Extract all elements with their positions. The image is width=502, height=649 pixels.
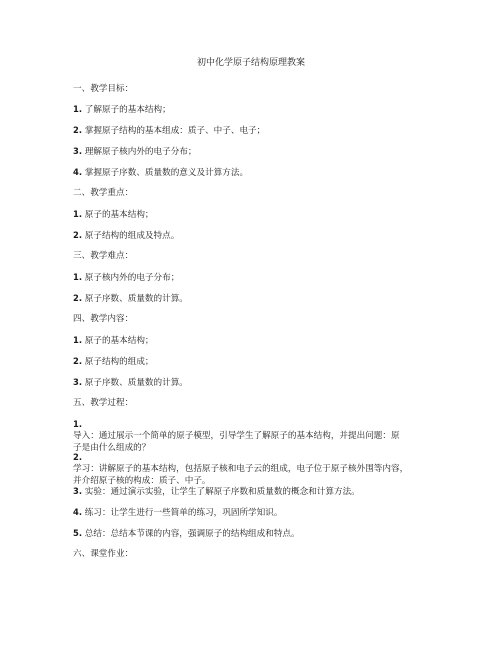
item-text: 原子序数、质量数的计算。 [84, 378, 188, 388]
list-item [73, 506, 282, 519]
list-item [73, 334, 154, 347]
item-number: 2. [73, 293, 83, 303]
list-item [73, 355, 154, 368]
item-number: 2. [73, 230, 83, 240]
list-item [73, 451, 433, 487]
item-continuation: 子是由什么组成的？ [73, 443, 151, 453]
list-item [73, 229, 179, 242]
item-text: 理解原子核内外的电子分布； [84, 147, 197, 157]
item-number: 1. [73, 104, 83, 114]
section-heading-homework: 六、课堂作业： [73, 549, 134, 559]
list-item [73, 124, 265, 137]
item-continuation: 并介绍原子核的构成：质子、中子。 [73, 476, 211, 486]
item-number: 1. [73, 272, 83, 282]
item-text: 学习：讲解原子的基本结构，包括原子核和电子云的组成，电子位于原子核外围等内容， [73, 464, 409, 474]
list-item [73, 418, 433, 454]
item-text: 原子的基本结构； [84, 210, 154, 220]
item-text: 原子序数、质量数的计算。 [84, 294, 188, 304]
item-text: 了解原子的基本结构； [84, 105, 171, 115]
item-number: 4. [73, 507, 83, 517]
item-number: 5. [73, 528, 83, 538]
item-text: 导入：通过展示一个简单的原子模型，引导学生了解原子的基本结构，并提出问题：原 [73, 431, 400, 441]
section-heading-key-points: 二、教学重点： [73, 188, 134, 198]
section-heading-content: 四、教学内容： [73, 314, 134, 324]
item-number: 2. [73, 125, 83, 135]
item-text: 原子结构的组成及特点。 [84, 231, 180, 241]
item-number: 3. [73, 146, 83, 156]
list-item [73, 527, 300, 540]
list-item [73, 145, 196, 158]
item-number: 1. [73, 209, 83, 219]
list-item [73, 292, 188, 305]
item-number: 3. [73, 377, 83, 387]
item-line [73, 451, 433, 475]
section-heading-process: 五、教学过程： [73, 398, 134, 408]
item-number: 2. [73, 452, 83, 462]
item-text: 练习：让学生进行一些简单的练习，巩固所学知识。 [84, 508, 283, 518]
item-number: 2. [73, 356, 83, 366]
list-item [73, 376, 188, 389]
item-text: 原子核内外的电子分布； [84, 273, 180, 283]
item-text: 掌握原子序数、质量数的意义及计算方法。 [84, 168, 249, 178]
item-number: 1. [73, 419, 83, 429]
list-item [73, 271, 179, 284]
list-item [73, 103, 171, 116]
item-text: 原子的基本结构； [84, 336, 154, 346]
item-text: 总结：总结本节课的内容，强调原子的结构组成和特点。 [84, 529, 300, 539]
section-heading-difficulties: 三、教学难点： [73, 251, 134, 261]
item-number: 1. [73, 335, 83, 345]
item-line [73, 418, 433, 442]
list-item [73, 166, 248, 179]
item-text: 原子结构的组成； [84, 357, 154, 367]
document-title: 初中化学原子结构原理教案 [196, 58, 305, 68]
item-text: 掌握原子结构的基本组成：质子、中子、电子； [84, 126, 266, 136]
item-number: 3. [73, 486, 83, 496]
list-item [73, 485, 360, 498]
item-text: 实验：通过演示实验，让学生了解原子序数和质量数的概念和计算方法。 [84, 487, 360, 497]
section-heading-objectives: 一、教学目标： [73, 84, 134, 94]
list-item [73, 208, 154, 221]
item-number: 4. [73, 167, 83, 177]
